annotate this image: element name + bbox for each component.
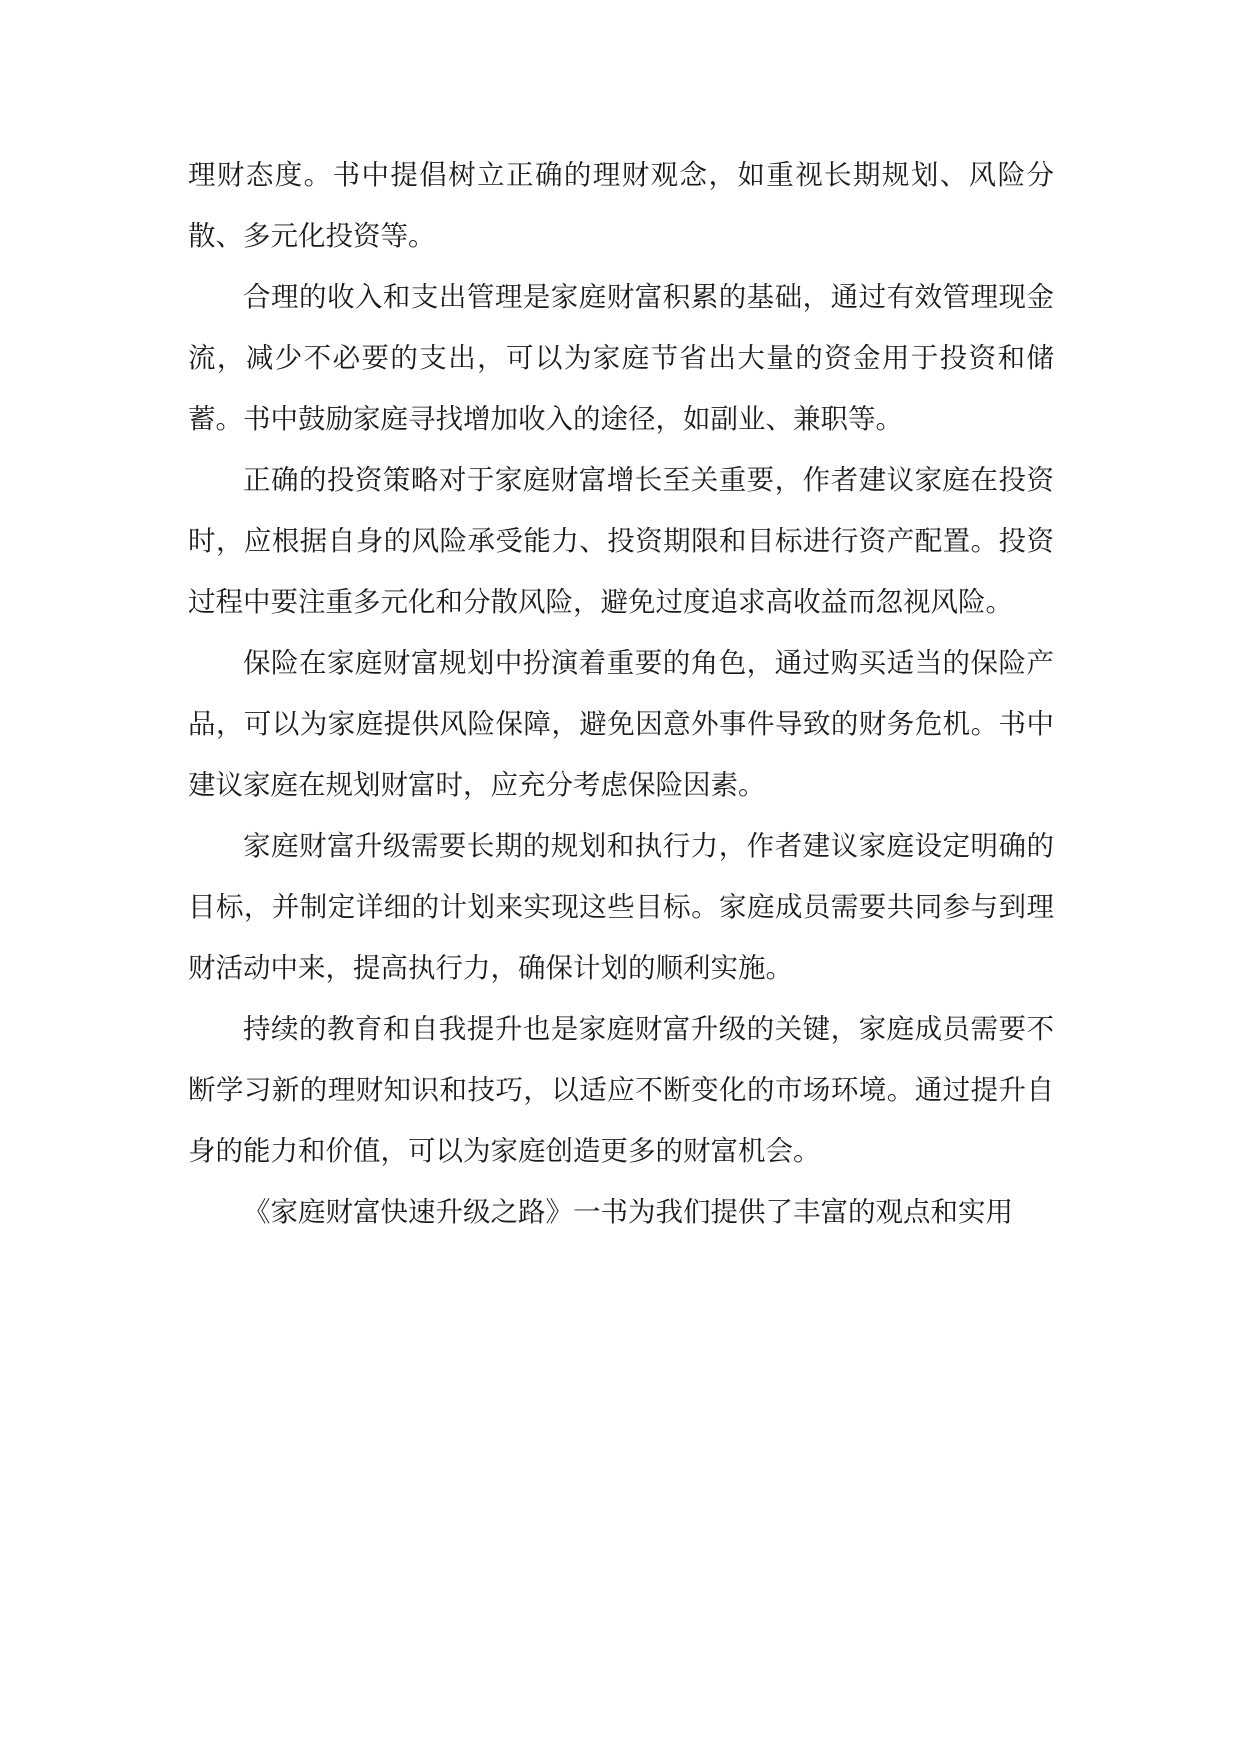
paragraph-3: 正确的投资策略对于家庭财富增长至关重要，作者建议家庭在投资时，应根据自身的风险承受能力、投资期限和目标进行资产配置。投资过程中要注重多元化和分散风险，避免过度追求高收益而忽视风险。 <box>188 464 1054 618</box>
paragraph-7: 《家庭财富快速升级之路》一书为我们提供了丰富的观点和实用 <box>243 1196 1013 1228</box>
paragraph-2: 合理的收入和支出管理是家庭财富积累的基础，通过有效管理现金流，减少不必要的支出，可以为家庭节省出大量的资金用于投资和储蓄。书中鼓励家庭寻找增加收入的途径，如副业、兼职等。 <box>188 281 1054 435</box>
paragraph-4: 保险在家庭财富规划中扮演着重要的角色，通过购买适当的保险产品，可以为家庭提供风险保障，避免因意外事件导致的财务危机。书中建议家庭在规划财富时，应充分考虑保险因素。 <box>188 647 1054 801</box>
paragraph-5: 家庭财富升级需要长期的规划和执行力，作者建议家庭设定明确的目标，并制定详细的计划来实现这些目标。家庭成员需要共同参与到理财活动中来，提高执行力，确保计划的顺利实施。 <box>188 830 1054 984</box>
paragraph-1: 理财态度。书中提倡树立正确的理财观念，如重视长期规划、风险分散、多元化投资等。 <box>188 159 1054 252</box>
paragraph-6: 持续的教育和自我提升也是家庭财富升级的关键，家庭成员需要不断学习新的理财知识和技巧，以适应不断变化的市场环境。通过提升自身的能力和价值，可以为家庭创造更多的财富机会。 <box>188 1013 1054 1167</box>
document-body <box>188 145 1054 1243</box>
